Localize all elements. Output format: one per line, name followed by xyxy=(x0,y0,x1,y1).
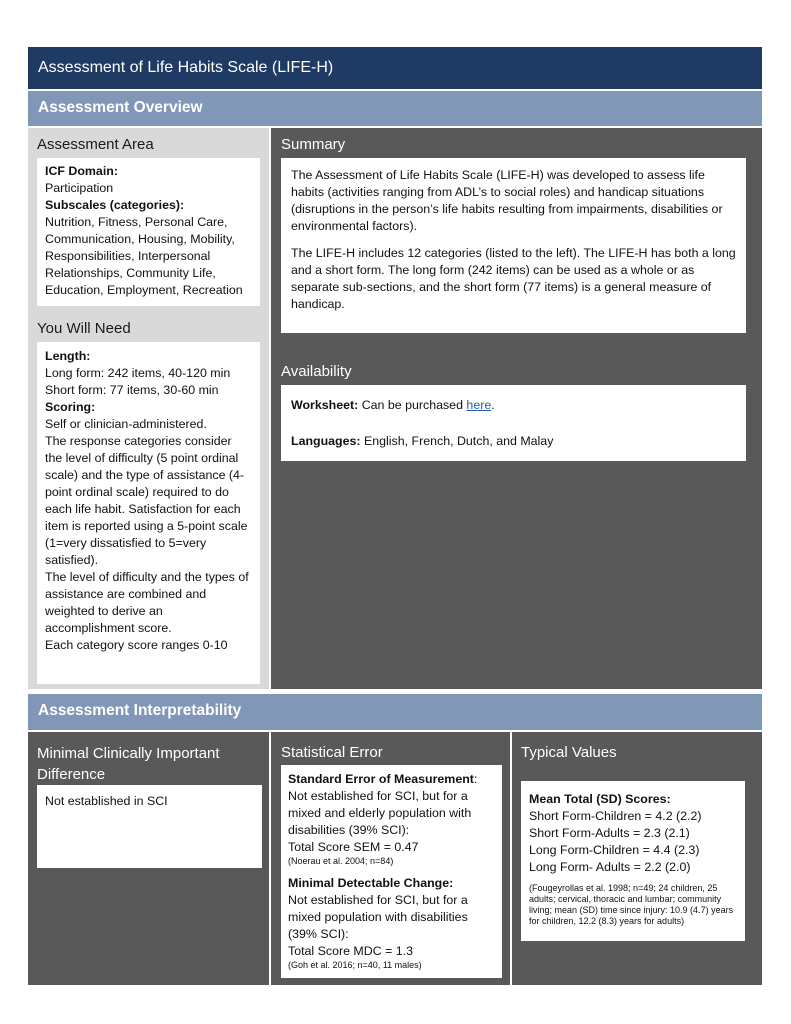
scoring-line: The response categories consider the level of difficulty (5 point ordinal scale) and the type of assistance (4-point ordinal scale) required to do each life habit. Satisfaction for each item is reported using a 5-point scale (1=very dissatisfied to 5=very satisfied). xyxy=(45,434,248,567)
long-form-length: Long form: 242 items, 40-120 min xyxy=(45,366,231,380)
typical-values-reference: (Fougeyrollas et al. 1998; n=49; 24 children, 25 adults; cervical, thoracic and lumbar; community living; mean (SD) time since injury: 10.9 (4.7) years for children, 12.2 (8.3) years for adults) xyxy=(529,883,734,926)
typical-values-label: Mean Total (SD) Scores: xyxy=(529,792,671,806)
scoring-label: Scoring: xyxy=(45,400,96,414)
typical-values-box xyxy=(521,781,745,941)
summary-heading: Summary xyxy=(281,136,346,153)
scoring-line: The level of difficulty and the types of assistance are combined and weighted to derive an accomplishment score. xyxy=(45,570,249,635)
overview-heading: Assessment Overview xyxy=(28,91,762,126)
mdc-text: Not established for SCI, but for a mixed population with disabilities (39% SCI): xyxy=(288,893,468,941)
assessment-area-heading: Assessment Area xyxy=(37,136,154,153)
typical-value-row: Short Form-Adults = 2.3 (2.1) xyxy=(529,826,690,840)
page-title: Assessment of Life Habits Scale (LIFE-H) xyxy=(28,47,762,89)
icf-label: ICF Domain: xyxy=(45,164,118,178)
subscales-value: Nutrition, Fitness, Personal Care, Communication, Housing, Mobility, Responsibilities, Interpersonal Relationships, Community Life, Education, Employment, Recreation xyxy=(45,215,243,297)
mcid-heading: Minimal Clinically Important Difference xyxy=(37,745,220,783)
scoring-line: Each category score ranges 0-10 xyxy=(45,638,228,652)
typical-value-row: Short Form-Children = 4.2 (2.2) xyxy=(529,809,702,823)
stat-error-heading: Statistical Error xyxy=(281,744,383,761)
worksheet-text: Can be purchased xyxy=(361,398,463,412)
summary-paragraph: The LIFE-H includes 12 categories (listed to the left). The LIFE-H has both a long and a short form. The long form (242 items) can be used as a whole or as separate sub-sections, and the short form (77 items) is a general measure of handicap. xyxy=(291,246,736,311)
summary-box xyxy=(281,158,746,333)
sem-reference: (Noerau et al. 2004; n=84) xyxy=(288,856,394,866)
typical-values-heading: Typical Values xyxy=(521,744,617,761)
you-will-need-heading: You Will Need xyxy=(37,320,131,337)
summary-paragraph: The Assessment of Life Habits Scale (LIFE-H) was developed to assess life habits (activities ranging from ADL’s to social roles) and handicap situations (disruptions in the person’s life habits resulting from impairments, disabilities or environmental factors). xyxy=(291,168,723,233)
mdc-label: Minimal Detectable Change: xyxy=(288,876,454,890)
typical-value-row: Long Form-Children = 4.4 (2.3) xyxy=(529,843,700,857)
availability-box: Worksheet: Can be purchased here. Languages: English, French, Dutch, and Malay xyxy=(281,385,746,461)
sem-label: Standard Error of Measurement xyxy=(288,772,474,786)
interpretability-heading: Assessment Interpretability xyxy=(28,694,762,730)
languages-value: English, French, Dutch, and Malay xyxy=(364,434,554,448)
you-will-need-box xyxy=(37,342,260,684)
sem-value: Total Score SEM = 0.47 xyxy=(288,840,419,854)
subscales-label: Subscales (categories): xyxy=(45,198,185,212)
languages-label: Languages: xyxy=(291,434,361,448)
availability-heading: Availability xyxy=(281,363,352,380)
length-label: Length: xyxy=(45,349,91,363)
icf-value: Participation xyxy=(45,181,114,195)
scoring-line: Self or clinician-administered. xyxy=(45,417,207,431)
typical-value-row: Long Form- Adults = 2.2 (2.0) xyxy=(529,860,691,874)
assessment-area-box xyxy=(37,158,260,306)
mdc-reference: (Goh et al. 2016; n=40, 11 males) xyxy=(288,960,422,970)
worksheet-label: Worksheet: xyxy=(291,398,359,412)
mdc-value: Total Score MDC = 1.3 xyxy=(288,944,413,958)
mcid-value: Not established in SCI xyxy=(45,794,168,808)
stat-error-box: Standard Error of Measurement: Not established for SCI, but for a mixed and elderly population with disabilities (39% SCI): Total Score SEM = 0.47 (Noerau et al. 2004; n=84) Minimal Detectable Change: Not established for SCI, but for a mixed population with disabilities (39% SCI): Total Score MDC = 1.3 (Goh et al. 2016; n=40, 11 males) xyxy=(281,765,502,978)
short-form-length: Short form: 77 items, 30-60 min xyxy=(45,383,219,397)
sem-text: Not established for SCI, but for a mixed and elderly population with disabilities (39% SCI): xyxy=(288,789,472,837)
worksheet-purchase-link[interactable]: here xyxy=(466,398,492,412)
mcid-box xyxy=(37,785,262,868)
